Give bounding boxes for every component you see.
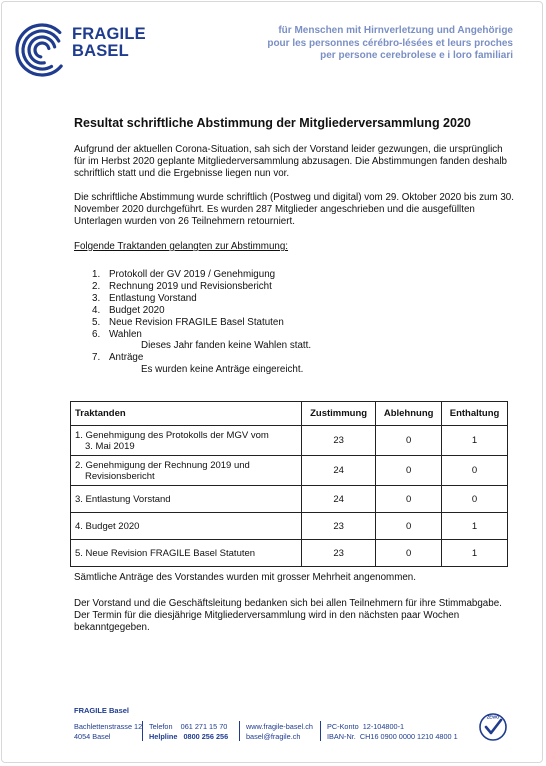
footer-address — [74, 722, 142, 742]
footer-divider — [239, 721, 240, 741]
agenda-item: 6. Wahlen — [92, 328, 142, 340]
footer-web-link[interactable]: www.fragile-basel.ch — [246, 722, 313, 731]
zewo-seal-icon — [478, 712, 508, 742]
table-row — [71, 426, 508, 456]
agenda-item: 5. Neue Revision FRAGILE Basel Statuten — [92, 316, 284, 328]
table-cell-no: 0 — [376, 513, 442, 540]
table-cell-yes: 23 — [302, 540, 376, 567]
table-cell-abstain: 1 — [442, 426, 508, 456]
table-cell-no: 0 — [376, 456, 442, 486]
footer-pc-label: PC-Konto — [327, 722, 359, 731]
document-title: Resultat schriftliche Abstimmung der Mitgliederversammlung 2020 — [74, 116, 471, 130]
footer-phone: 061 271 15 70 — [180, 722, 228, 731]
closing-paragraph: Der Vorstand und die Geschäftsleitung bedanken sich bei allen Teilnehmern für ihre Stimmabgabe. Der Termin für die diesjährige Mitgliederversammlung wird in den nächsten paar Wochen bekanntgegeben. — [74, 598, 502, 633]
table-cell-item: 3. Entlastung Vorstand — [71, 486, 302, 513]
table-cell-yes: 23 — [302, 513, 376, 540]
table-cell-yes: 24 — [302, 456, 376, 486]
tagline-fr: pour les personnes cérébro-lésées et leurs proches — [267, 37, 513, 49]
col-header-traktanden: Traktanden — [71, 402, 302, 426]
table-row — [71, 486, 508, 513]
footer-org-name: FRAGILE Basel — [74, 706, 130, 715]
footer-iban: CH16 0900 0000 1210 4800 1 — [359, 732, 458, 741]
table-cell-yes: 24 — [302, 486, 376, 513]
col-header-zustimmung: Zustimmung — [302, 402, 376, 426]
procedure-paragraph: Die schriftliche Abstimmung wurde schriftlich (Postweg und digital) vom 29. Oktober 2020 bis zum 30. November 2020 durchgeführt. Es wurden 287 Mitglieder angeschrieben und die ausgefüllten Unterlagen wurden von 26 Teilnehmern retourniert. — [74, 192, 514, 227]
table-cell-abstain: 1 — [442, 513, 508, 540]
agenda-item: 2. Rechnung 2019 und Revisionsbericht — [92, 280, 272, 292]
footer-divider — [142, 721, 143, 741]
logo-line-2: BASEL — [72, 42, 129, 60]
table-row — [71, 540, 508, 567]
footer-address-city: 4054 Basel — [74, 732, 111, 741]
agenda-item: 3. Entlastung Vorstand — [92, 292, 197, 304]
results-table — [70, 401, 508, 567]
zewo-seal-text: ZEWO — [486, 714, 500, 720]
table-cell-item: 4. Budget 2020 — [71, 513, 302, 540]
footer-bank — [327, 722, 458, 742]
result-paragraph: Sämtliche Anträge des Vorstandes wurden mit grosser Mehrheit angenommen. — [74, 572, 416, 583]
tagline-it: per persone cerebrolese e i loro familiari — [320, 50, 513, 62]
footer-iban-label: IBAN-Nr. — [327, 732, 356, 741]
agenda-item: 1. Protokoll der GV 2019 / Genehmigung — [92, 269, 276, 280]
table-cell-abstain: 0 — [442, 456, 508, 486]
table-cell-item: 1. Genehmigung des Protokolls der MGV vom 3. Mai 2019 — [71, 426, 302, 456]
footer-email-link[interactable]: basel@fragile.ch — [246, 732, 301, 741]
table-cell-no: 0 — [376, 426, 442, 456]
table-cell-item: 2. Genehmigung der Rechnung 2019 und Revisionsbericht — [71, 456, 302, 486]
footer-address-street: Bachlettenstrasse 12 — [74, 722, 143, 731]
footer-contact — [246, 722, 313, 742]
agenda-subitem: Es wurden keine Anträge eingereicht. — [141, 364, 304, 376]
table-row — [71, 513, 508, 540]
footer-helpline-label: Helpline — [149, 732, 178, 741]
table-cell-abstain: 0 — [442, 486, 508, 513]
table-row — [71, 456, 508, 486]
agenda-item: 4. Budget 2020 — [92, 304, 165, 316]
footer-phone-label: Telefon — [149, 722, 173, 731]
table-cell-abstain: 1 — [442, 540, 508, 567]
footer-divider — [320, 721, 321, 741]
agenda-item: 7. Anträge — [92, 352, 144, 364]
fragile-logo-icon — [14, 22, 70, 78]
tagline — [267, 25, 513, 63]
footer-phones — [149, 722, 228, 742]
col-header-ablehnung: Ablehnung — [376, 402, 442, 426]
footer-pc: 12-104800-1 — [362, 722, 405, 731]
table-cell-no: 0 — [376, 486, 442, 513]
footer-helpline: 0800 256 256 — [183, 732, 229, 741]
logo-wordmark — [72, 26, 146, 60]
agenda-subitem: Dieses Jahr fanden keine Wahlen statt. — [141, 340, 312, 352]
table-cell-item: 5. Neue Revision FRAGILE Basel Statuten — [71, 540, 302, 567]
table-cell-no: 0 — [376, 540, 442, 567]
tagline-de: für Menschen mit Hirnverletzung und Angehörige — [278, 25, 513, 36]
table-header-row — [71, 402, 508, 426]
logo-line-1: FRAGILE — [72, 25, 146, 43]
table-cell-yes: 23 — [302, 426, 376, 456]
col-header-enthaltung: Enthaltung — [442, 402, 508, 426]
intro-paragraph: Aufgrund der aktuellen Corona-Situation, sah sich der Vorstand leider gezwungen, die ursprünglich für im Herbst 2020 geplante Mitgliederversammlung abzusagen. Die Abstimmungen fanden deshalb schriftlich statt und die Ergebnisse liegen nun vor. — [74, 144, 507, 179]
agenda-heading: Folgende Traktanden gelangten zur Abstimmung: — [74, 241, 289, 252]
agenda-list — [92, 269, 311, 376]
